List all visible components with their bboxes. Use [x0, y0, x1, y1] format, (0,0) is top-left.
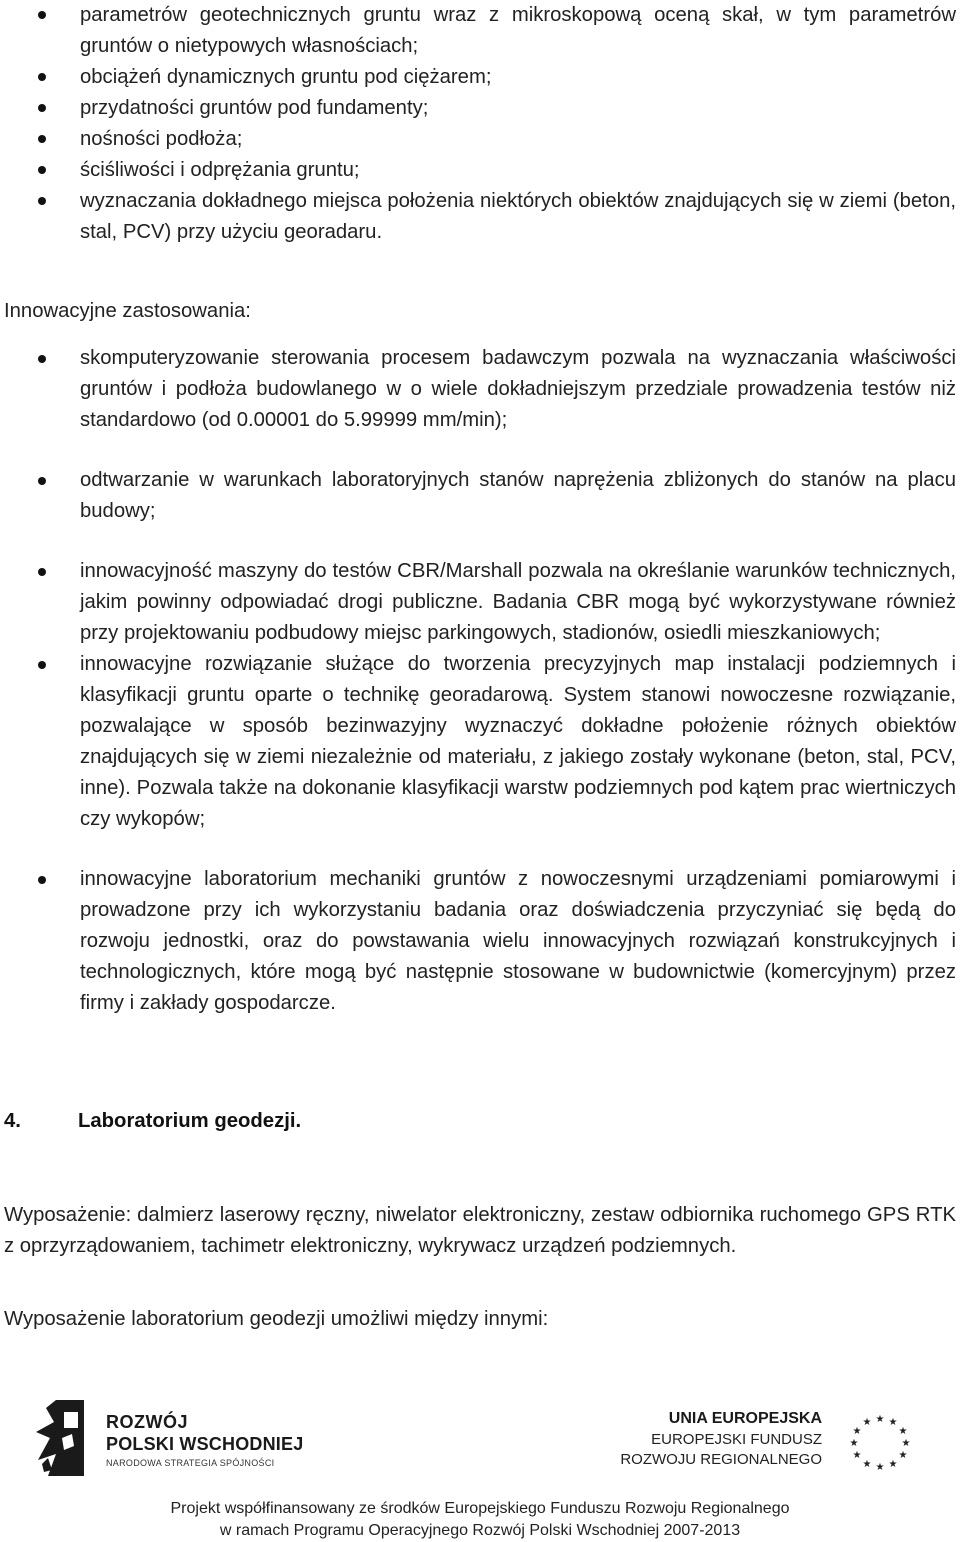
- svg-text:★: ★: [852, 1426, 862, 1437]
- svg-text:★: ★: [849, 1438, 859, 1449]
- svg-text:★: ★: [898, 1450, 908, 1461]
- innovations-list: [0, 343, 960, 1019]
- svg-text:★: ★: [898, 1426, 908, 1437]
- footer-line2: w ramach Programu Operacyjnego Rozwój Polski Wschodniej 2007-2013: [219, 1522, 741, 1539]
- eu-logo: [592, 1406, 932, 1480]
- svg-text:★: ★: [875, 1414, 885, 1425]
- list-item: odtwarzanie w warunkach laboratoryjnych stanów naprężenia zbliżonych do stanów na placu budowy;: [0, 465, 960, 527]
- list-item: ściśliwości i odprężania gruntu;: [0, 155, 960, 186]
- logo-left-line2: POLSKI WSCHODNIEJ: [106, 1434, 304, 1454]
- eu-logo-line2: EUROPEJSKI FUNDUSZ: [651, 1431, 822, 1448]
- svg-text:★: ★: [888, 1459, 898, 1470]
- equipment-paragraph: Wyposażenie: dalmierz laserowy ręczny, niwelator elektroniczny, zestaw odbiornika ruchomego GPS RTK z oprzyrządowaniem, tachimetr elektroniczny, wykrywacz urządzeń podziemnych.: [4, 1204, 956, 1257]
- rozwoj-polski-wschodniej-logo: [34, 1398, 324, 1482]
- section-number: 4.: [4, 1110, 21, 1132]
- eu-flag-icon: [832, 1406, 928, 1478]
- top-bullet-list: [0, 0, 960, 248]
- svg-text:★: ★: [862, 1459, 872, 1470]
- eu-logo-line1: UNIA EUROPEJSKA: [668, 1410, 822, 1427]
- list-item: wyznaczania dokładnego miejsca położenia niektórych obiektów znajdujących się w ziemi (beton, stal, PCV) przy użyciu georadaru.: [0, 186, 960, 248]
- svg-text:★: ★: [875, 1462, 885, 1473]
- logo-left-line3: NARODOWA STRATEGIA SPÓJNOŚCI: [106, 1458, 275, 1468]
- svg-text:★: ★: [901, 1438, 911, 1449]
- eu-logo-line3: ROZWOJU REGIONALNEGO: [620, 1451, 822, 1468]
- list-item: obciążeń dynamicznych gruntu pod ciężarem;: [0, 62, 960, 93]
- list-item: innowacyjne laboratorium mechaniki gruntów z nowoczesnymi urządzeniami pomiarowymi i prowadzone przy ich wykorzystaniu badania oraz doświadczenia przyczyniać się będą do rozwoju jednostki, oraz do powstawania wielu innowacyjnych rozwiązań konstrukcyjnych i technologicznych, które mogą być następnie stosowane w budownictwie (komercyjnym) przez firmy i zakłady gospodarcze.: [0, 864, 960, 1019]
- innovations-heading: Innowacyjne zastosowania:: [4, 300, 251, 322]
- list-item: nośności podłoża;: [0, 124, 960, 155]
- eu-logo-text: [592, 1408, 822, 1470]
- svg-text:★: ★: [862, 1417, 872, 1428]
- rpw-logo-mark-icon: [34, 1398, 94, 1482]
- list-item: innowacyjność maszyny do testów CBR/Marshall pozwala na określanie warunków technicznych, jakim powinny odpowiadać drogi publiczne. Badania CBR mogą być wykorzystywane również przy projektowaniu podbudowy miejsc parkingowych, stadionów, osiedli mieszkaniowych;: [0, 556, 960, 649]
- equipment-intro: Wyposażenie laboratorium geodezji umożliwi między innymi:: [4, 1308, 549, 1330]
- list-item: parametrów geotechnicznych gruntu wraz z mikroskopową oceną skał, w tym parametrów gruntów o nietypowych własnościach;: [0, 0, 960, 62]
- section-heading: [4, 1106, 301, 1137]
- svg-text:★: ★: [888, 1417, 898, 1428]
- svg-text:★: ★: [852, 1450, 862, 1461]
- footer-text: [0, 1498, 960, 1542]
- logo-left-line1: ROZWÓJ: [106, 1412, 188, 1432]
- footer-line1: Projekt współfinansowany ze środków Europejskiego Funduszu Rozwoju Regionalnego: [170, 1500, 790, 1517]
- list-item: skomputeryzowanie sterowania procesem badawczym pozwala na wyznaczania właściwości gruntów i podłoża budowlanego w o wiele dokładniejszym przedziale prowadzenia testów niż standardowo (od 0.00001 do 5.99999 mm/min);: [0, 343, 960, 436]
- section-title: Laboratorium geodezji.: [78, 1110, 302, 1132]
- list-item: przydatności gruntów pod fundamenty;: [0, 93, 960, 124]
- list-item: innowacyjne rozwiązanie służące do tworzenia precyzyjnych map instalacji podziemnych i klasyfikacji gruntu oparte o technikę georadarową. System stanowi nowoczesne rozwiązanie, pozwalające w sposób bezinwazyjny wyznaczyć dokładne położenie różnych obiektów znajdujących się w ziemi niezależnie od materiału, z jakiego zostały wykonane (beton, stal, PCV, inne). Pozwala także na dokonanie klasyfikacji warstw podziemnych pod kątem prac wiertniczych czy wykopów;: [0, 649, 960, 835]
